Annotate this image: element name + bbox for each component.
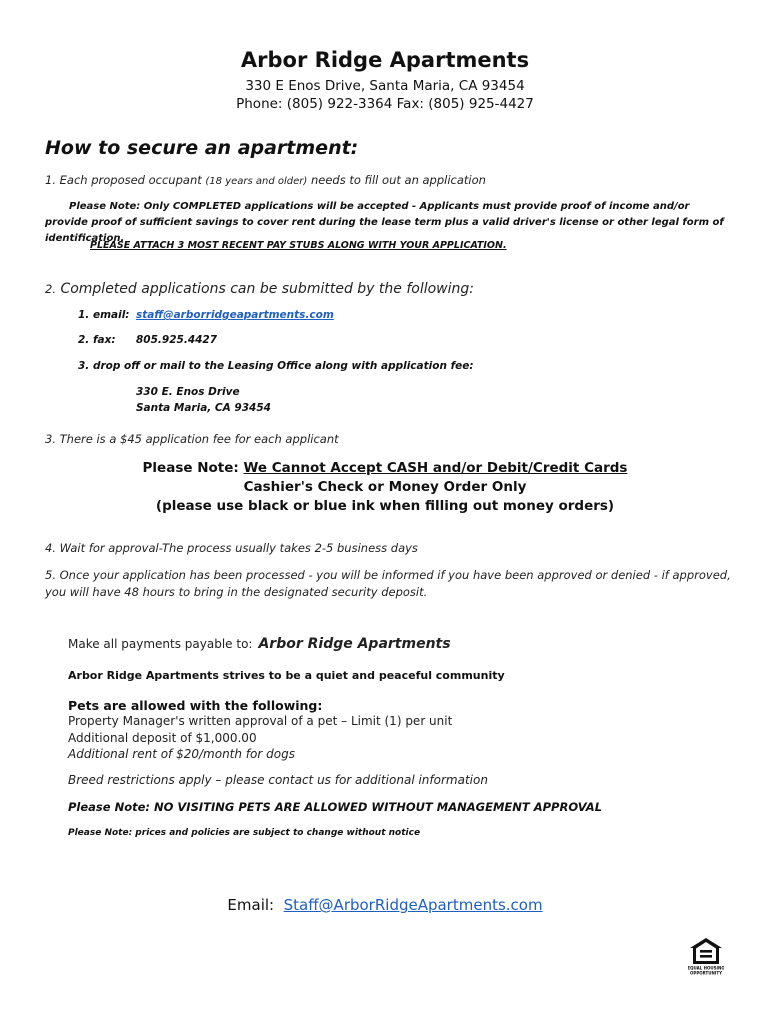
- submit-email-row: [78, 309, 334, 321]
- payment-note-line-2: Cashier's Check or Money Order Only: [243, 479, 527, 495]
- step-1-text-a: 1. Each proposed occupant: [45, 173, 206, 187]
- pet-rule-approval: Property Manager's written approval of a pet – Limit (1) per unit: [68, 714, 453, 728]
- fax-label: 2. fax:: [78, 334, 116, 346]
- step-1: [45, 173, 486, 187]
- step-2: [45, 281, 474, 297]
- step-2-text: Completed applications can be submitted by the following:: [60, 281, 474, 297]
- pet-rule-deposit: Additional deposit of $1,000.00: [68, 731, 257, 745]
- payment-note-prefix: Please Note:: [142, 460, 244, 476]
- payable-label: Make all payments payable to:: [68, 637, 253, 651]
- equal-housing-text-1: EQUAL HOUSING: [688, 965, 724, 971]
- step-1-text-b: needs to fill out an application: [307, 173, 486, 187]
- step-3: 3. There is a $45 application fee for each applicant: [45, 432, 339, 446]
- staff-email-link[interactable]: staff@arborridgeapartments.com: [136, 309, 334, 321]
- equal-housing-text-2: OPPORTUNITY: [689, 970, 723, 976]
- equal-housing-house-icon: [688, 936, 724, 976]
- step-2-number: 2.: [45, 282, 56, 296]
- step-1-age-note: (18 years and older): [205, 176, 308, 187]
- payment-note-line-3: (please use black or blue ink when filling out money orders): [155, 498, 615, 514]
- leasing-office-city: Santa Maria, CA 93454: [136, 402, 271, 414]
- phone-line: Phone: (805) 922-3364 Fax: (805) 925-4427: [236, 96, 534, 112]
- attach-pay-stubs-note: PLEASE ATTACH 3 MOST RECENT PAY STUBS ALONG WITH YOUR APPLICATION.: [90, 240, 507, 251]
- payable-to-line: [68, 636, 451, 652]
- quiet-community-note: Arbor Ridge Apartments strives to be a quiet and peaceful community: [68, 669, 505, 682]
- equal-housing-opportunity-icon: [688, 936, 724, 976]
- completed-applications-note: Please Note: Only COMPLETED applications will be accepted - Applicants must provide proof of income and/or provide proof of sufficient savings to cover rent during the lease term plus a valid driver's license or other legal form of identification.: [45, 201, 724, 244]
- payable-name: Arbor Ridge Apartments: [258, 636, 451, 652]
- leasing-office-street: 330 E. Enos Drive: [136, 386, 240, 398]
- submit-drop-off-row: 3. drop off or mail to the Leasing Office along with application fee:: [78, 360, 474, 372]
- footer-email-label: Email:: [227, 896, 275, 914]
- fax-value: 805.925.4427: [136, 334, 218, 346]
- address-line: 330 E Enos Drive, Santa Maria, CA 93454: [245, 78, 525, 94]
- no-visiting-pets-note: Please Note: NO VISITING PETS ARE ALLOWED WITHOUT MANAGEMENT APPROVAL: [68, 800, 603, 814]
- page-title: Arbor Ridge Apartments: [240, 48, 530, 72]
- footer-email-link[interactable]: Staff@ArborRidgeApartments.com: [283, 896, 543, 914]
- payment-note-line-1: [0, 460, 770, 476]
- submit-fax-row: [78, 334, 217, 346]
- prices-change-note: Please Note: prices and policies are subject to change without notice: [68, 828, 421, 838]
- step-4: 4. Wait for approval-The process usually takes 2-5 business days: [45, 541, 418, 555]
- no-cash-note: We Cannot Accept CASH and/or Debit/Credit Cards: [243, 460, 628, 476]
- pets-heading: Pets are allowed with the following:: [68, 698, 323, 713]
- footer-email-line: [0, 896, 770, 914]
- step-5: 5. Once your application has been processed - you will be informed if you have been approved or denied - if approved, you will have 48 hours to bring in the designated security deposit.: [45, 568, 731, 599]
- section-heading: How to secure an apartment:: [45, 137, 359, 159]
- email-label: 1. email:: [78, 309, 130, 321]
- pet-rule-rent: Additional rent of $20/month for dogs: [68, 747, 295, 761]
- breed-restrictions-note: Breed restrictions apply – please contact us for additional information: [68, 773, 488, 787]
